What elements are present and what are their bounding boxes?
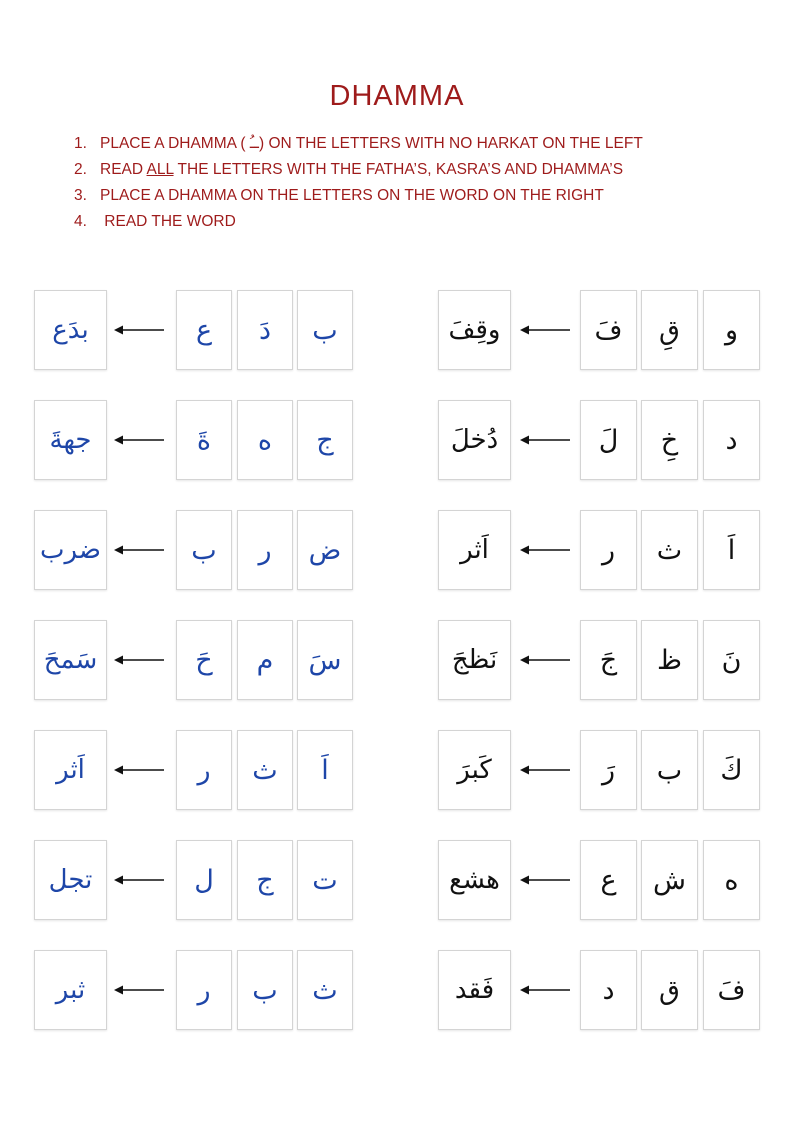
letter-box: ج — [297, 400, 353, 480]
letter-box: ت — [297, 840, 353, 920]
letter-box: اَ — [703, 510, 760, 590]
instruction-number: 4. — [74, 213, 87, 230]
letter-box: ض — [297, 510, 353, 590]
letter-box: ب — [297, 290, 353, 370]
letter-box: ق — [641, 950, 698, 1030]
instruction-item — [74, 159, 774, 185]
letter-box: ر — [176, 950, 232, 1030]
letter-box: ب — [237, 950, 293, 1030]
letter-box: فَ — [580, 290, 637, 370]
letter-box: قِ — [641, 290, 698, 370]
letter-box: ل — [176, 840, 232, 920]
letter-box: ج — [237, 840, 293, 920]
word-box: وقِفَ — [438, 290, 511, 370]
word-box: سَمحَ — [34, 620, 107, 700]
letter-box: و — [703, 290, 760, 370]
left-arrow-icon — [114, 763, 164, 777]
letter-box: د — [703, 400, 760, 480]
letter-box: ر — [237, 510, 293, 590]
left-arrow-icon — [520, 873, 570, 887]
left-arrow-icon — [520, 323, 570, 337]
left-arrow-icon — [114, 653, 164, 667]
letter-box: ث — [237, 730, 293, 810]
letter-box: نَ — [703, 620, 760, 700]
letter-box: اَ — [297, 730, 353, 810]
instruction-number: 1. — [74, 135, 87, 152]
letter-box: ه — [237, 400, 293, 480]
letter-box: خِ — [641, 400, 698, 480]
word-box: ثبر — [34, 950, 107, 1030]
instructions-list — [74, 133, 774, 237]
letter-box: ظ — [641, 620, 698, 700]
left-arrow-icon — [520, 763, 570, 777]
instruction-number: 2. — [74, 161, 87, 178]
word-box: اَثر — [438, 510, 511, 590]
word-box: بدَع — [34, 290, 107, 370]
word-box: دُخلَ — [438, 400, 511, 480]
instruction-text: READ — [100, 161, 147, 178]
instruction-text: THE LETTERS WITH THE FATHA’S, KASRA’S AND DHAMMA’S — [173, 161, 624, 178]
instruction-item — [74, 185, 774, 211]
letter-box: رَ — [580, 730, 637, 810]
letter-box: فَ — [703, 950, 760, 1030]
letter-box: ع — [580, 840, 637, 920]
instruction-number: 3. — [74, 187, 87, 204]
letter-box: ع — [176, 290, 232, 370]
letter-box: ه — [703, 840, 760, 920]
word-box: تجل — [34, 840, 107, 920]
instruction-text: PLACE A DHAMMA ON THE LETTERS ON THE WORD ON THE RIGHT — [100, 187, 604, 204]
word-box: كَبرَ — [438, 730, 511, 810]
letter-box: كَ — [703, 730, 760, 810]
letter-box: م — [237, 620, 293, 700]
letter-box: د — [580, 950, 637, 1030]
left-arrow-icon — [114, 543, 164, 557]
letter-box: جَ — [580, 620, 637, 700]
left-arrow-icon — [114, 323, 164, 337]
word-box: جهةَ — [34, 400, 107, 480]
letter-box: ر — [176, 730, 232, 810]
letter-box: دَ — [237, 290, 293, 370]
left-arrow-icon — [520, 983, 570, 997]
left-arrow-icon — [114, 433, 164, 447]
letter-box: ب — [641, 730, 698, 810]
instruction-text: PLACE A DHAMMA ( ــُ) ON THE LETTERS WITH NO HARKAT ON THE LEFT — [100, 135, 643, 152]
left-arrow-icon — [520, 433, 570, 447]
letter-box: ر — [580, 510, 637, 590]
instruction-emphasis: ALL — [146, 161, 174, 178]
word-box: هشع — [438, 840, 511, 920]
word-box: نَظجَ — [438, 620, 511, 700]
instruction-item — [74, 211, 774, 237]
letter-box: لَ — [580, 400, 637, 480]
letter-box: ةَ — [176, 400, 232, 480]
letter-box: ش — [641, 840, 698, 920]
instruction-item — [74, 133, 774, 159]
word-box: ضرب — [34, 510, 107, 590]
instruction-text: READ THE WORD — [100, 213, 236, 230]
left-arrow-icon — [520, 543, 570, 557]
left-arrow-icon — [520, 653, 570, 667]
worksheet-title: DHAMMA — [329, 80, 465, 112]
letter-box: ث — [641, 510, 698, 590]
left-arrow-icon — [114, 983, 164, 997]
letter-box: حَ — [176, 620, 232, 700]
letter-box: سَ — [297, 620, 353, 700]
letter-box: ب — [176, 510, 232, 590]
word-box: اَثر — [34, 730, 107, 810]
left-arrow-icon — [114, 873, 164, 887]
letter-box: ث — [297, 950, 353, 1030]
word-box: فَقد — [438, 950, 511, 1030]
